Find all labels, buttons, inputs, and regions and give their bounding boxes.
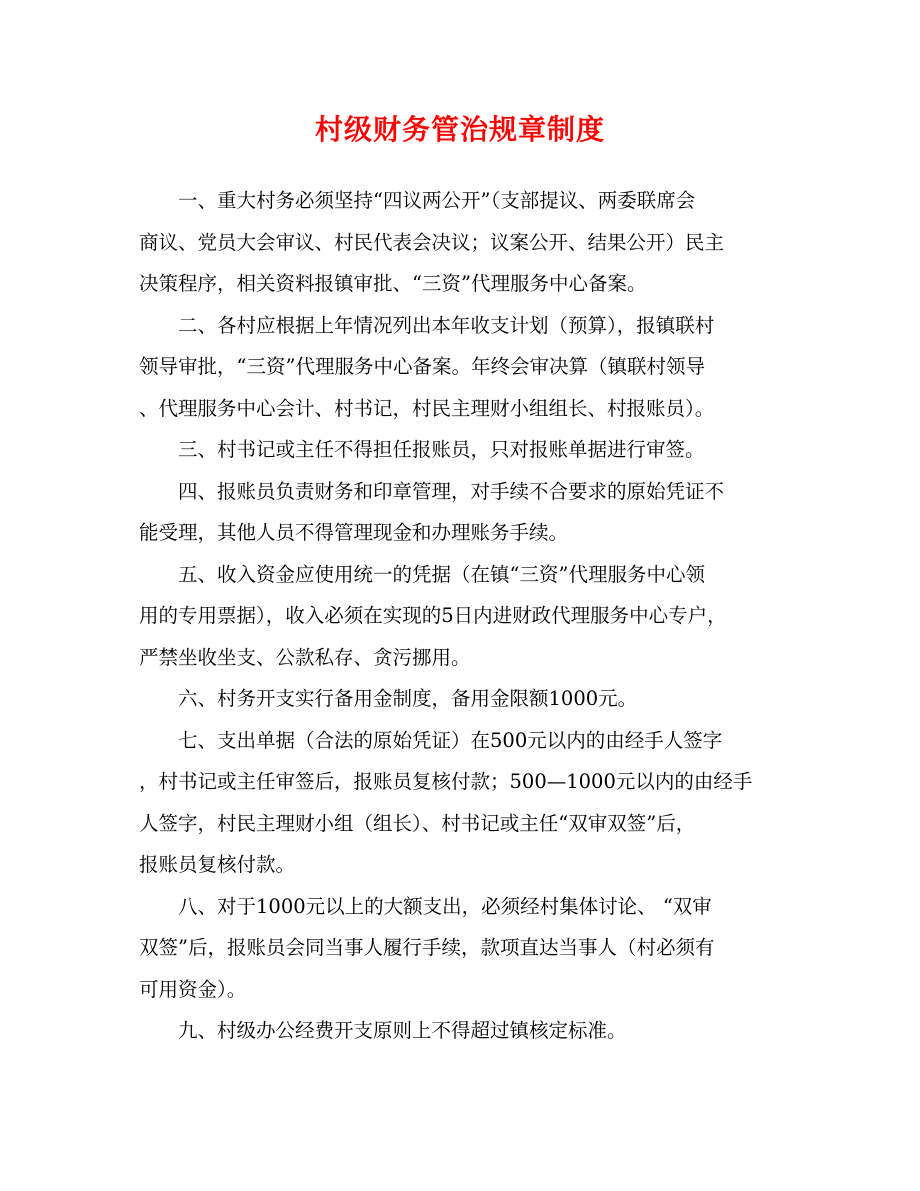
paragraph-line: 一、重大村务必须坚持“四议两公开”（支部提议、两委联席会 (178, 189, 696, 212)
paragraph-3 (139, 429, 781, 471)
paragraph-line: ，村书记或主任审签后，报账员复核付款；500—1000元以内的由经手 (139, 770, 753, 793)
paragraph-2 (139, 305, 781, 430)
paragraph-line: 双签”后，报账员会同当事人履行手续，款项直达当事人（村必须有 (139, 936, 715, 959)
paragraph-line: 人签字，村民主理财小组（组长）、村书记或主任“双审双签”后， (139, 811, 696, 835)
paragraph-line: 九、村级办公经费开支原则上不得超过镇核定标准。 (178, 1019, 627, 1042)
paragraph-line: 四、报账员负责财务和印章管理，对手续不合要求的原始凭证不 (178, 479, 725, 503)
paragraph-7 (139, 720, 781, 886)
paragraph-6 (139, 678, 781, 720)
paragraph-5 (139, 554, 781, 679)
paragraph-1 (139, 180, 781, 305)
paragraph-line: 五、收入资金应使用统一的凭据（在镇“三资”代理服务中心领 (178, 562, 705, 586)
paragraph-line: 二、各村应根据上年情况列出本年收支计划（预算），报镇联村 (178, 313, 715, 337)
paragraph-line: 、代理服务中心会计、村书记，村民主理财小组组长、村报账员）。 (139, 396, 715, 420)
paragraph-9 (139, 1010, 781, 1052)
paragraph-8 (139, 886, 781, 1011)
paragraph-line: 八、对于1000元以上的大额支出，必须经村集体讨论、 “双审 (178, 894, 712, 918)
paragraph-line: 报账员复核付款。 (139, 853, 296, 876)
paragraph-4 (139, 471, 781, 554)
paragraph-line: 严禁坐收坐支、公款私存、贪污挪用。 (139, 645, 471, 669)
document-body (139, 180, 781, 1052)
paragraph-line: 七、支出单据（合法的原始凭证）在500元以内的由经手人签字 (178, 728, 723, 752)
paragraph-line: 六、村务开支实行备用金制度，备用金限额1000元。 (178, 687, 638, 710)
document-title: 村级财务管治规章制度 (314, 113, 605, 146)
paragraph-line: 决策程序，相关资料报镇审批、“三资”代理服务中心备案。 (139, 272, 647, 295)
paragraph-line: 能受理，其他人员不得管理现金和办理账务手续。 (139, 521, 569, 544)
paragraph-line: 用的专用票据），收入必须在实现的5日内进财政代理服务中心专户， (139, 604, 727, 627)
paragraph-line: 可用资金）。 (139, 977, 247, 1001)
paragraph-line: 领导审批，“三资”代理服务中心备案。年终会审决算（镇联村领导 (139, 355, 705, 378)
paragraph-line: 三、村书记或主任不得担任报账员，只对报账单据进行审签。 (178, 438, 705, 461)
paragraph-line: 商议、党员大会审议、村民代表会决议；议案公开、结果公开）民主 (139, 230, 725, 254)
